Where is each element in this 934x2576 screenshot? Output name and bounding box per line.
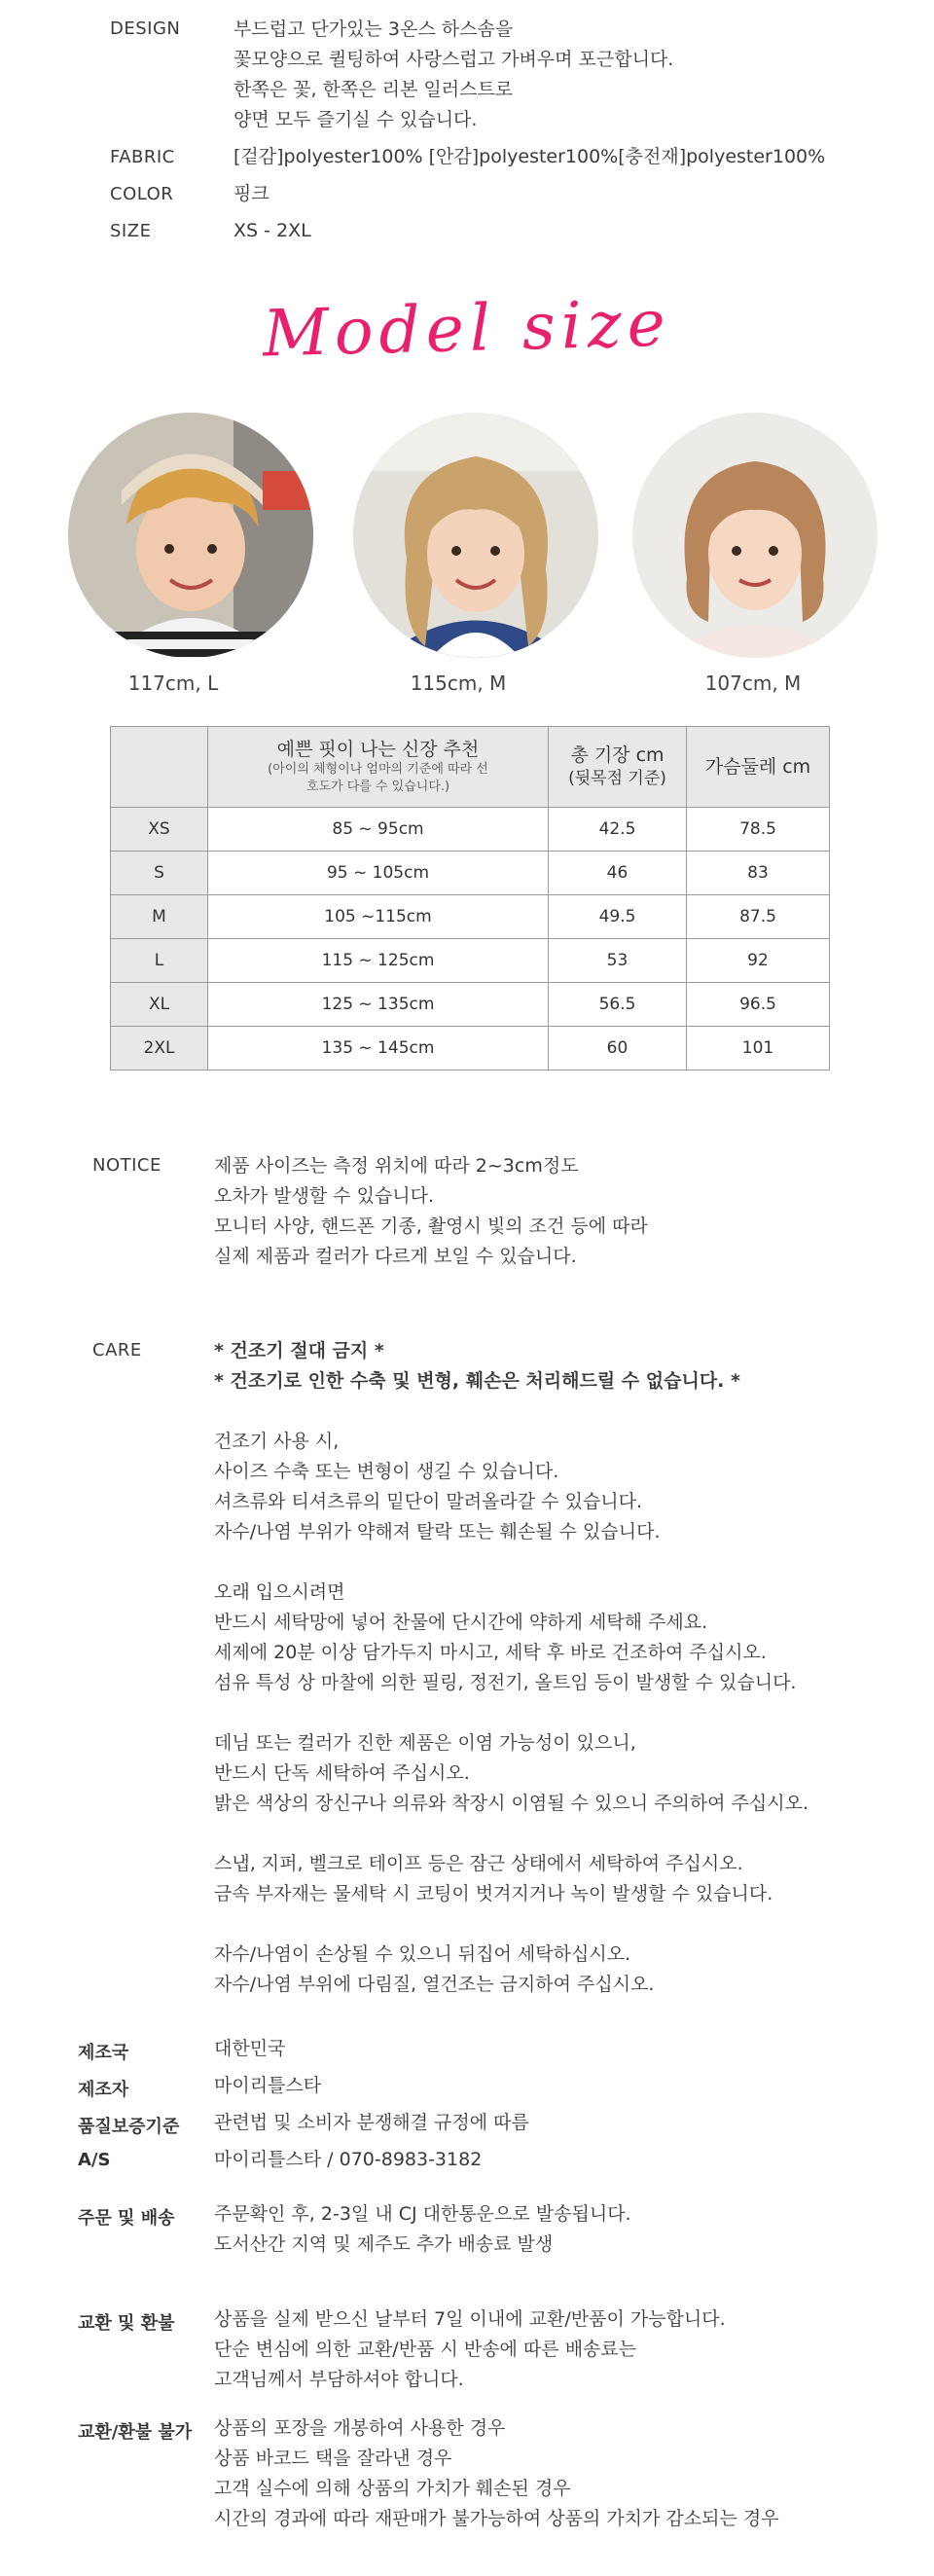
cell-size: XL [111, 983, 208, 1027]
size-label: SIZE [110, 221, 152, 241]
model-caption-2: 115cm, M [410, 671, 507, 695]
header-height: 예쁜 핏이 나는 신장 추천 (아이의 체형이나 엄마의 기준에 따라 선호도가 다를 수 있습니다.) [208, 727, 549, 808]
cell-height: 125 ~ 135cm [208, 983, 549, 1027]
child-portrait-icon [353, 413, 598, 658]
cell-size: L [111, 939, 208, 983]
table-row [111, 808, 830, 852]
cell-length: 60 [549, 1027, 687, 1070]
table-row [111, 895, 830, 939]
cell-height: 105 ~115cm [208, 895, 549, 939]
child-portrait-icon [632, 413, 878, 658]
header-chest: 가슴둘레 cm [687, 727, 830, 808]
fabric-value: [겉감]polyester100% [안감]polyester100%[충전재]polyester100% [234, 146, 826, 167]
fabric-label: FABRIC [110, 147, 175, 167]
size-value: XS - 2XL [234, 220, 311, 241]
header-size [111, 727, 208, 808]
cell-chest: 101 [687, 1027, 830, 1070]
child-portrait-icon [68, 413, 313, 658]
design-description: 부드럽고 단가있는 3온스 하스솜을 꽃모양으로 퀼팅하여 사랑스럽고 가벼우며 포근합니다. 한쪽은 꽃, 한쪽은 리본 일러스트로 양면 모두 즐기실 수 있습니다. [234, 18, 674, 130]
table-row [111, 983, 830, 1027]
table-row [111, 852, 830, 895]
shipping-label: 주문 및 배송 [78, 2208, 175, 2229]
cell-height: 135 ~ 145cm [208, 1027, 549, 1070]
cell-size: XS [111, 808, 208, 852]
no-exchange-text: 상품의 포장을 개봉하여 사용한 경우 상품 바코드 택을 잘라낸 경우 고객 실수에 의해 상품의 가치가 훼손된 경우 시간의 경과에 따라 재판매가 불가능하여 상품의 가치가 감소되는 경우 [214, 2417, 779, 2529]
cell-size: S [111, 852, 208, 895]
cell-length: 42.5 [549, 808, 687, 852]
table-header-row [111, 727, 830, 808]
cell-size: 2XL [111, 1027, 208, 1070]
cell-length: 49.5 [549, 895, 687, 939]
model-photo-1 [68, 413, 313, 658]
quality-label: 품질보증기준 [78, 2117, 180, 2137]
care-warning: * 건조기 절대 금지 * [214, 1340, 384, 1361]
cell-length: 56.5 [549, 983, 687, 1027]
notice-text: 제품 사이즈는 측정 위치에 따라 2~3cm정도 오차가 발생할 수 있습니다. 모니터 사양, 핸드폰 기종, 촬영시 빛의 조건 등에 따라 실제 제품과 컬러가 다르게 보일 수 있습니다. [214, 1155, 648, 1267]
color-value: 핑크 [234, 183, 269, 204]
design-label: DESIGN [110, 18, 181, 39]
model-caption-3: 107cm, M [704, 671, 802, 695]
shipping-text: 주문확인 후, 2-3일 내 CJ 대한통운으로 발송됩니다. 도서산간 지역 및 제주도 추가 배송료 발생 [214, 2203, 631, 2255]
cell-length: 46 [549, 852, 687, 895]
cell-length: 53 [549, 939, 687, 983]
cell-chest: 92 [687, 939, 830, 983]
table-row [111, 939, 830, 983]
model-size-title-text: Model size [262, 285, 672, 372]
care-warning: * 건조기로 인한 수축 및 변형, 훼손은 처리해드릴 수 없습니다. * [214, 1370, 740, 1392]
table-row [111, 1027, 830, 1070]
cell-size: M [111, 895, 208, 939]
cell-height: 95 ~ 105cm [208, 852, 549, 895]
notice-label: NOTICE [92, 1155, 162, 1176]
exchange-text: 상품을 실제 받으신 날부터 7일 이내에 교환/반품이 가능합니다. 단순 변심에 의한 교환/반품 시 반송에 따른 배송료는 고객님께서 부담하셔야 합니다. [214, 2308, 726, 2390]
maker-label: 제조자 [78, 2080, 129, 2100]
care-label: CARE [92, 1340, 142, 1361]
quality-value: 관련법 및 소비자 분쟁해결 규정에 따름 [214, 2112, 529, 2133]
origin-label: 제조국 [78, 2043, 129, 2063]
as-label: A/S [78, 2150, 111, 2170]
cell-chest: 78.5 [687, 808, 830, 852]
model-size-title [0, 284, 934, 377]
model-photo-2 [353, 413, 598, 658]
exchange-label: 교환 및 환불 [78, 2313, 175, 2334]
cell-height: 85 ~ 95cm [208, 808, 549, 852]
cell-height: 115 ~ 125cm [208, 939, 549, 983]
cell-chest: 83 [687, 852, 830, 895]
no-exchange-label: 교환/환불 불가 [78, 2422, 193, 2443]
cell-chest: 96.5 [687, 983, 830, 1027]
maker-value: 마이리틀스타 [214, 2075, 322, 2096]
as-value: 마이리틀스타 / 070-8983-3182 [214, 2149, 483, 2170]
header-length: 총 기장 cm (뒷목점 기준) [549, 727, 687, 808]
model-caption-1: 117cm, L [127, 671, 219, 695]
model-photo-3 [632, 413, 878, 658]
color-label: COLOR [110, 184, 174, 204]
origin-value: 대한민국 [214, 2038, 286, 2059]
cell-chest: 87.5 [687, 895, 830, 939]
size-chart-table [110, 726, 830, 1070]
care-text: * 건조기 절대 금지 * * 건조기로 인한 수축 및 변형, 훼손은 처리해드릴 수 없습니다. * 건조기 사용 시, 사이즈 수축 또는 변형이 생길 수 있습니다. 셔츠류와 티셔츠류의 밑단이 말려올라갈 수 있습니다. 자수/나염 부위가 약해져 탈락 또는 훼손될 수 있습니다. 오래 입으시려면 반드시 세탁망에 넣어 찬물에 단시간에 약하게 세탁해 주세요. 세제에 20분 이상 담가두지 마시고, 세탁 후 바로 건조하여 주십시오. 섬유 특성 상 마찰에 의한 필링, 정전기, 올트임 등이 발생할 수 있습니다. 데님 또는 컬러가 진한 제품은 이염 가능성이 있으니, 반드시 단독 세탁하여 주십시오. 밝은 색상의 장신구나 의류와 착장시 이염될 수 있으니 주의하여 주십시오. 스냅, 지퍼, 벨크로 테이프 등은 잠근 상태에서 세탁하여 주십시오. 금속 부자재는 물세탁 시 코팅이 벗겨지거나 녹이 발생할 수 있습니다. 자수/나염이 손상될 수 있으니 뒤집어 세탁하십시오. 자수/나염 부위에 다림질, 열건조는 금지하여 주십시오. [214, 1336, 808, 2000]
